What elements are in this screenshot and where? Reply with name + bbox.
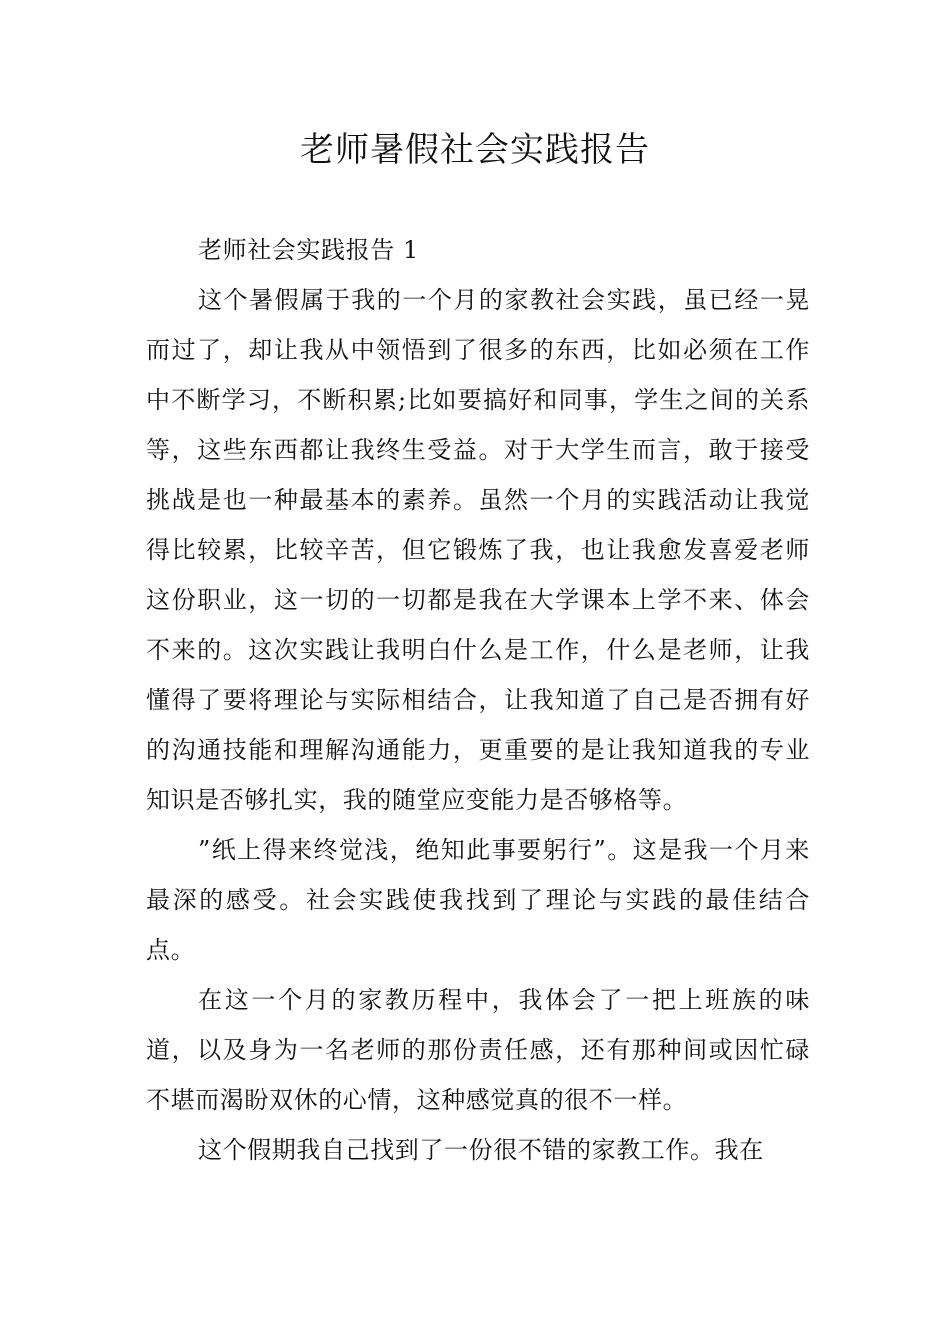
paragraph-1: 这个暑假属于我的一个月的家教社会实践，虽已经一晃而过了，却让我从中领悟到了很多的东西，比如必须在工作中不断学习，不断积累;比如要搞好和同事，学生之间的关系等，这些东西都让我终生受益。对于大学生而言，敢于接受挑战是也一种最基本的素养。虽然一个月的实践活动让我觉得比较累，比较辛苦，但它锻炼了我，也让我愈发喜爱老师这份职业，这一切的一切都是我在大学课本上学不来、体会不来的。这次实践让我明白什么是工作，什么是老师，让我懂得了要将理论与实际相结合，让我知道了自己是否拥有好的沟通技能和理解沟通能力，更重要的是让我知道我的专业知识是否够扎实，我的随堂应变能力是否够格等。: [146, 286, 810, 814]
paragraph-4: 这个假期我自己找到了一份很不错的家教工作。我在: [198, 1136, 764, 1164]
document-title: 老师暑假社会实践报告: [300, 130, 650, 170]
document-body: [146, 225, 810, 1175]
paragraph-3: 在这一个月的家教历程中，我体会了一把上班族的味道，以及身为一名老师的那份责任感，还有那种间或因忙碌不堪而渴盼双休的心情，这种感觉真的很不一样。: [146, 986, 810, 1114]
section-heading: 老师社会实践报告 1: [198, 236, 419, 264]
paragraph-2: ”纸上得来终觉浅，绝知此事要躬行”。这是我一个月来最深的感受。社会实践使我找到了理论与实践的最佳结合点。: [146, 836, 810, 964]
